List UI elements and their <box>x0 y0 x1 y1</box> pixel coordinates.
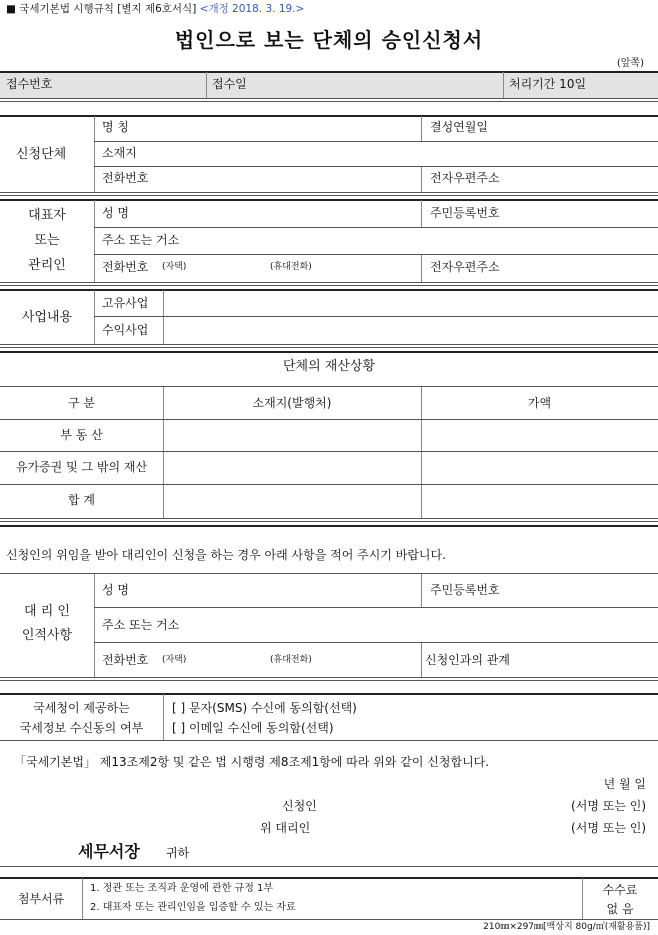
divider <box>0 866 658 867</box>
rep-phone-mobile: (휴대전화) <box>270 262 312 272</box>
rep-name-label: 성 명 <box>102 206 129 220</box>
divider <box>0 919 658 920</box>
divider <box>0 98 658 99</box>
divider <box>421 166 422 192</box>
divider <box>94 227 658 228</box>
fee-value: 없 음 <box>606 902 634 916</box>
agent-phone-mobile: (휴대전화) <box>270 655 312 665</box>
divider <box>0 282 658 283</box>
agent-label-line1: 대 리 인 <box>24 604 70 619</box>
consent-sms-checkbox[interactable]: [ ] 문자(SMS) 수신에 동의함(선택) <box>172 701 357 715</box>
divider <box>0 351 658 353</box>
divider <box>0 192 658 193</box>
divider <box>421 200 422 227</box>
divider <box>0 115 658 117</box>
divider <box>0 677 658 678</box>
agent-sign: (서명 또는 인) <box>571 821 646 835</box>
business-section-label: 사업내용 <box>21 310 73 325</box>
divider <box>421 116 422 141</box>
agent-relation-label: 신청인과의 관계 <box>425 653 510 667</box>
divider <box>0 518 658 519</box>
org-phone-label: 전화번호 <box>102 171 149 185</box>
date-line: 년 월 일 <box>603 777 646 791</box>
page-side: (앞쪽) <box>616 58 644 69</box>
page-title: 법인으로 보는 단체의 승인신청서 <box>174 28 484 52</box>
divider <box>0 484 658 485</box>
rep-address-label: 주소 또는 거소 <box>102 233 180 247</box>
rep-rrn-label: 주민등록번호 <box>430 206 500 220</box>
rep-label-line1: 대표자 <box>28 208 66 223</box>
divider <box>0 199 658 201</box>
divider <box>0 451 658 452</box>
divider <box>0 289 658 291</box>
fee-label: 수수료 <box>602 883 638 897</box>
agent-name-label: 성 명 <box>102 583 129 597</box>
divider <box>94 607 658 608</box>
divider <box>0 419 658 420</box>
divider <box>421 254 422 282</box>
divider <box>0 693 658 695</box>
receipt-number-label: 접수번호 <box>6 77 53 91</box>
agent-rrn-label: 주민등록번호 <box>430 583 500 597</box>
divider <box>206 72 207 98</box>
revision-date: <개정 2018. 3. 19.> <box>199 3 305 15</box>
own-business-label: 고유사업 <box>102 296 149 310</box>
paper-size-footer: 210㎜×297㎜[백상지 80g/㎡(재활용품)] <box>483 922 650 932</box>
org-name-label: 명 칭 <box>102 120 129 134</box>
assets-col-value: 가액 <box>527 396 552 410</box>
divider <box>94 574 95 677</box>
applicant-sign: (서명 또는 인) <box>571 799 646 813</box>
divider <box>421 574 422 607</box>
recipient-office: 세무서장 <box>78 842 140 861</box>
org-founded-label: 결성연월일 <box>430 120 488 134</box>
org-section-label: 신청단체 <box>16 147 67 162</box>
divider <box>0 740 658 741</box>
divider <box>0 525 658 527</box>
org-email-label: 전자우편주소 <box>430 171 500 185</box>
agent-address-label: 주소 또는 거소 <box>102 618 180 632</box>
rep-email-label: 전자우편주소 <box>430 260 500 274</box>
divider <box>0 386 658 387</box>
agent-sign-label: 위 대리인 <box>260 821 311 835</box>
applicant-label: 신청인 <box>282 799 317 813</box>
recipient-suffix: 귀하 <box>166 846 190 860</box>
divider <box>0 344 658 345</box>
consent-email-checkbox[interactable]: [ ] 이메일 수신에 동의함(선택) <box>172 721 334 735</box>
agent-phone-home: (자택) <box>162 655 187 665</box>
divider <box>94 290 95 344</box>
assets-col-location: 소재지(발행처) <box>252 396 332 410</box>
receipt-date-label: 접수일 <box>212 77 247 91</box>
form-number: ■ 국세기본법 시행규칙 [별지 제6호서식] <box>6 3 197 15</box>
divider <box>82 878 83 919</box>
assets-heading: 단체의 재산상황 <box>282 359 376 374</box>
declaration-text: 「국세기본법」 제13조제2항 및 같은 법 시행령 제8조제1항에 따라 위와 같이 신청합니다. <box>14 755 490 769</box>
consent-label-line2: 국세정보 수신동의 여부 <box>19 721 144 735</box>
attachments-label: 첨부서류 <box>17 892 65 906</box>
divider <box>163 694 164 740</box>
divider <box>94 316 658 317</box>
divider <box>94 200 95 282</box>
assets-row-total: 합 계 <box>68 493 95 507</box>
divider <box>503 72 504 98</box>
divider <box>94 642 658 643</box>
divider <box>421 642 422 677</box>
rep-label-line2: 또는 <box>34 233 60 248</box>
agent-label-line2: 인적사항 <box>21 628 73 643</box>
divider <box>0 71 658 73</box>
section-gap <box>0 101 658 116</box>
divider <box>0 877 658 879</box>
rep-phone-label: 전화번호 <box>102 260 149 274</box>
divider <box>94 166 658 167</box>
assets-col-category: 구 분 <box>68 396 95 410</box>
profit-business-label: 수익사업 <box>102 323 149 337</box>
consent-label-line1: 국세청이 제공하는 <box>33 701 130 715</box>
attachment-item-1: 1. 정관 또는 조직과 운영에 관한 규정 1부 <box>90 883 274 894</box>
org-address-label: 소재지 <box>102 146 137 160</box>
divider <box>94 141 658 142</box>
assets-row-realestate: 부 동 산 <box>60 428 103 442</box>
form-header <box>6 4 304 15</box>
assets-row-securities: 유가증권 및 그 밖의 재산 <box>15 460 148 474</box>
section-gap <box>0 680 658 694</box>
divider <box>94 116 95 192</box>
processing-period-label: 처리기간 10일 <box>509 77 587 91</box>
divider <box>163 290 164 344</box>
attachment-item-2: 2. 대표자 또는 관리인임을 입증할 수 있는 자료 <box>90 902 296 913</box>
rep-phone-home: (자택) <box>162 262 187 272</box>
divider <box>0 573 658 574</box>
agent-phone-label: 전화번호 <box>102 653 149 667</box>
delegation-notice: 신청인의 위임을 받아 대리인이 신청을 하는 경우 아래 사항을 적어 주시기 바랍니다. <box>6 548 446 562</box>
divider <box>94 254 658 255</box>
rep-label-line3: 관리인 <box>28 258 66 273</box>
